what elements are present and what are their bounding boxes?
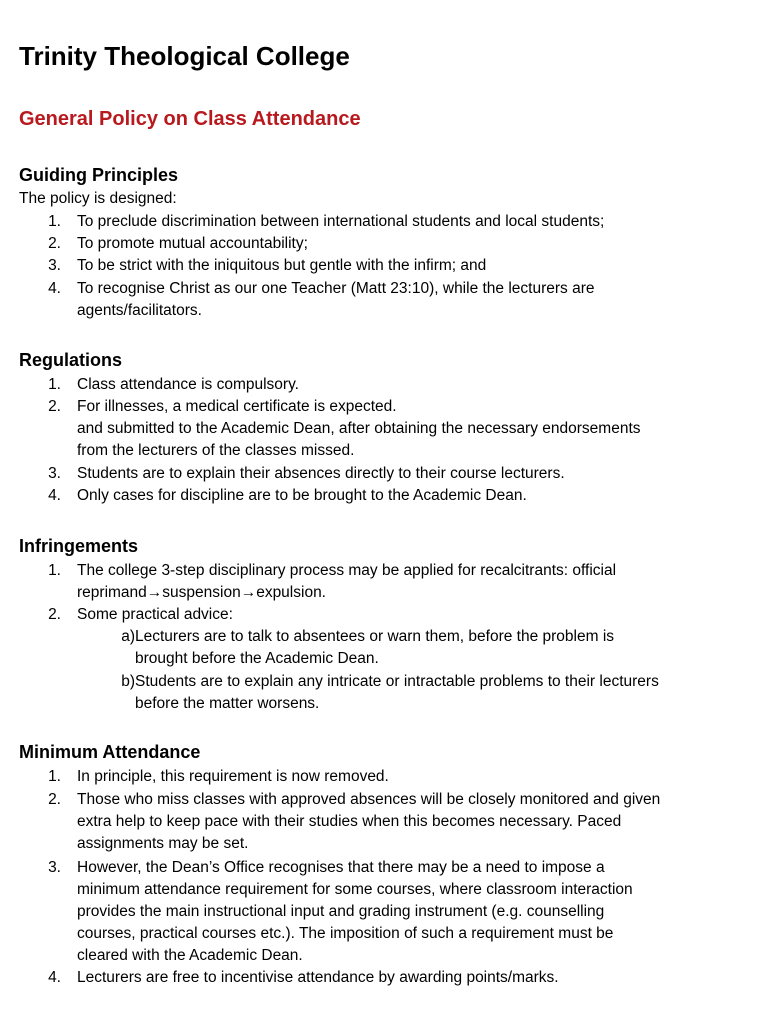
sub-list-letter: b)	[121, 673, 135, 690]
list-text: To preclude discrimination between international students and local students;	[77, 213, 605, 230]
guiding-intro: The policy is designed:	[19, 190, 177, 207]
document-title: Trinity Theological College	[19, 41, 350, 71]
list-text: The college 3-step disciplinary process may be applied for recalcitrants: official reprimand→suspension→expulsion.	[77, 562, 617, 601]
sub-list-text: Students are to explain any intricate or intractable problems to their lecturers before the matter worsens.	[135, 673, 659, 712]
list-text: Some practical advice:	[77, 606, 233, 623]
list-text: Those who miss classes with approved absences will be closely monitored and given extra help to keep pace with their studies when this becomes necessary. Paced assignments may be set.	[77, 791, 661, 852]
document-subtitle: General Policy on Class Attendance	[19, 108, 361, 130]
list-number: 1.	[48, 562, 61, 579]
list-number: 1.	[48, 376, 61, 393]
section-heading-guiding-principles: Guiding Principles	[19, 165, 179, 185]
list-number: 2.	[48, 606, 61, 623]
list-text: For illnesses, a medical certificate is expected. and submitted to the Academic Dean, after obtaining the necessary endorsements from the lecturers of the classes missed.	[77, 398, 641, 459]
section-heading-minimum-attendance: Minimum Attendance	[19, 742, 201, 762]
list-text: To promote mutual accountability;	[77, 235, 308, 252]
list-number: 3.	[48, 257, 61, 274]
list-text: Class attendance is compulsory.	[77, 376, 299, 393]
list-number: 2.	[48, 235, 61, 252]
section-heading-regulations: Regulations	[19, 350, 123, 370]
list-number: 1.	[48, 768, 61, 785]
section-heading-infringements: Infringements	[19, 536, 139, 556]
list-text: To recognise Christ as our one Teacher (Matt 23:10), while the lecturers are agents/facilitators.	[77, 280, 595, 319]
list-number: 2.	[48, 791, 61, 808]
list-text: Students are to explain their absences directly to their course lecturers.	[77, 465, 565, 482]
list-number: 3.	[48, 465, 61, 482]
list-number: 4.	[48, 280, 61, 297]
list-text: Lecturers are free to incentivise attendance by awarding points/marks.	[77, 969, 559, 986]
list-number: 4.	[48, 487, 61, 504]
sub-list-text: Lecturers are to talk to absentees or warn them, before the problem is brought before the Academic Dean.	[135, 628, 615, 667]
list-text: To be strict with the iniquitous but gentle with the infirm; and	[77, 257, 487, 274]
list-text: In principle, this requirement is now removed.	[77, 768, 389, 785]
list-number: 2.	[48, 398, 61, 415]
list-number: 3.	[48, 859, 61, 876]
list-number: 4.	[48, 969, 61, 986]
list-text: Only cases for discipline are to be brought to the Academic Dean.	[77, 487, 527, 504]
list-number: 1.	[48, 213, 61, 230]
sub-list-letter: a)	[121, 628, 135, 645]
list-text: However, the Dean’s Office recognises that there may be a need to impose a minimum attendance requirement for some courses, where classroom interaction provides the main instructional input and grading instrument (e.g. counselling courses, practical courses etc.). The imposition of such a requirement must be cleared with the Academic Dean.	[77, 859, 633, 964]
